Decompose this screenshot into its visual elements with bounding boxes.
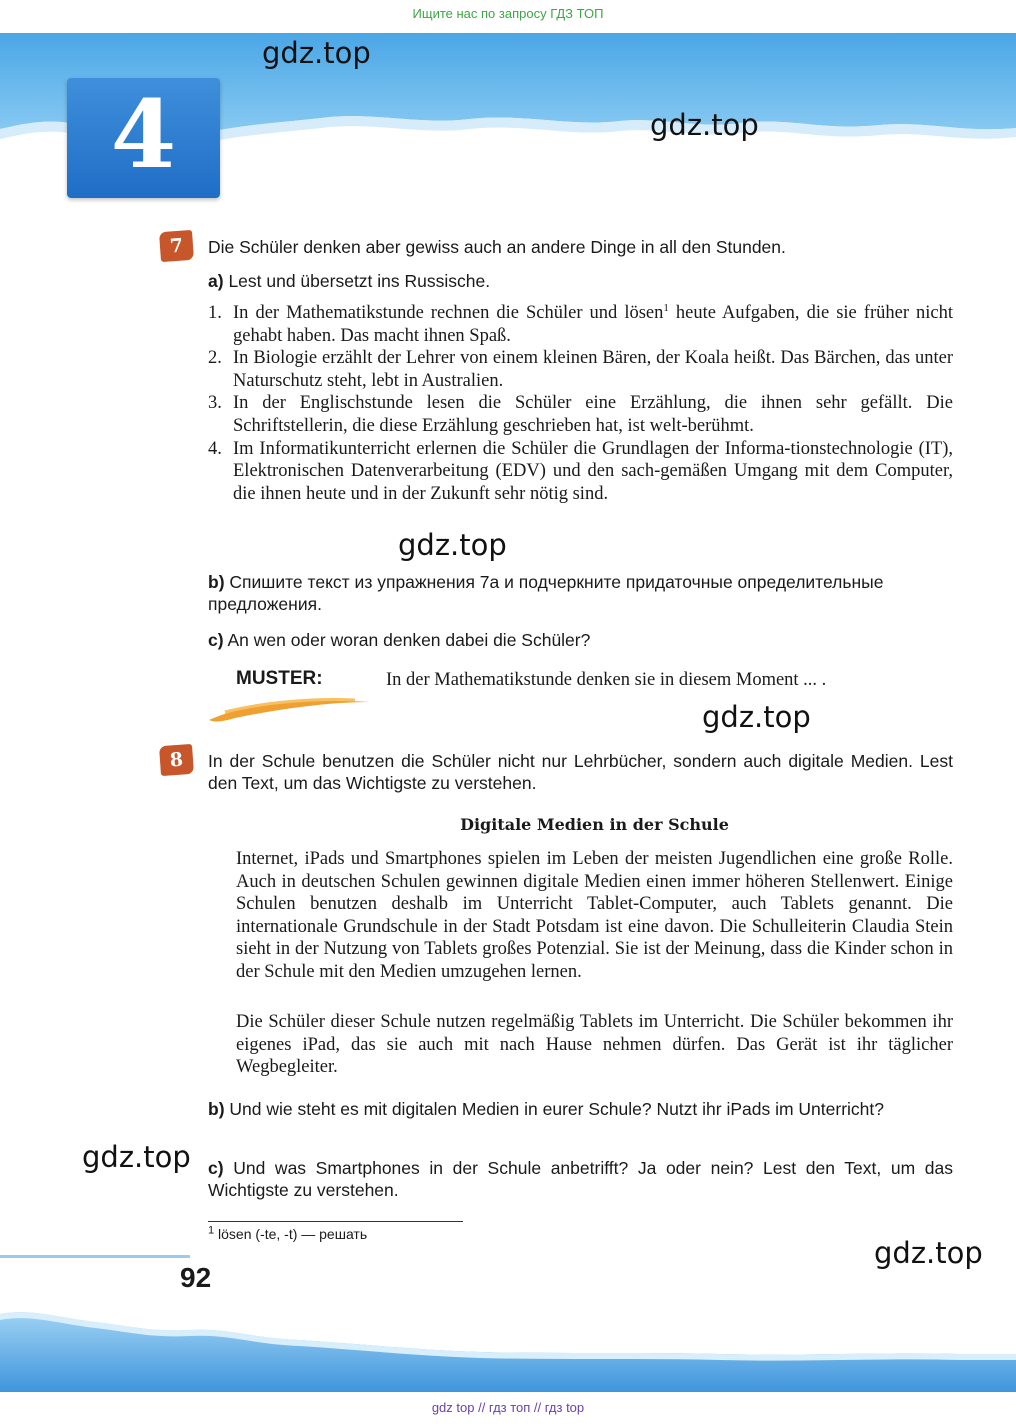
- chapter-number: 4: [110, 80, 177, 190]
- list-item: [208, 392, 953, 437]
- exercise-7-list: [208, 302, 953, 505]
- sky-banner-bottom: [0, 1300, 1016, 1392]
- exercise-8-intro: In der Schule benutzen die Schüler nicht nur Lehrbücher, sondern auch digitale Medien. Lest den Text, um das Wichtigste zu verstehen.: [208, 751, 953, 793]
- task-text: Спишите текст из упражнения 7а и подчеркните придаточные определительные предложения.: [208, 572, 884, 614]
- exercise-7a: [208, 270, 953, 292]
- exercise-7b: [208, 571, 953, 615]
- watermark: gdz.top: [398, 528, 507, 562]
- footnote-mark: 1: [208, 1224, 215, 1237]
- task-label: c): [208, 1158, 224, 1178]
- footnote: [208, 1226, 367, 1242]
- footnote-text: lösen (-te, -t) — решать: [218, 1226, 368, 1242]
- watermark: gdz.top: [702, 700, 811, 734]
- page-number: 92: [180, 1262, 212, 1293]
- task-label: a): [208, 271, 224, 291]
- item-text: In der Englischstunde lesen die Schüler eine Erzählung, die ihnen sehr gefällt. Die Schriftstellerin, die diese Erzählung geschrieben hat, ist welt-berühmt.: [233, 393, 953, 436]
- list-item: [208, 347, 953, 392]
- muster-text: In der Mathematikstunde denken sie in diesem Moment ... .: [386, 670, 827, 690]
- watermark: gdz.top: [650, 108, 759, 142]
- item-text: In Biologie erzählt der Lehrer von einem kleinen Bären, der Koala heißt. Das Bärchen, das unter Naturschutz steht, lebt in Australien.: [233, 348, 953, 391]
- muster-label: MUSTER:: [236, 668, 323, 689]
- watermark: gdz.top: [262, 36, 371, 70]
- article-paragraph: Die Schüler dieser Schule nutzen regelmäßig Tablets im Unterricht. Die Schüler bekommen ihr eigenes iPad, das sie auch mit nach Hause nehmen dürfen. Das Gerät ist ihr täglicher Wegbegleiter.: [236, 1012, 953, 1078]
- top-site-link[interactable]: Ищите нас по запросу ГДЗ ТОП: [412, 6, 604, 21]
- item-number: 4.: [208, 438, 222, 459]
- task-label: c): [208, 630, 224, 650]
- item-number: 1.: [208, 303, 222, 323]
- exercise-7-badge: 7: [159, 230, 194, 262]
- task-text: Lest und übersetzt ins Russische.: [228, 271, 491, 291]
- item-text: Im Informatikunterricht erlernen die Schüler die Grundlagen der Informa-tionstechnologie (IT), Elektronischen Datenverarbeitung (EDV) und den sach-gemäßen Umgang mit dem Computer, die ihnen heute und in der Zukunft sehr nötig sind.: [233, 438, 953, 504]
- article-paragraph: Internet, iPads und Smartphones spielen im Leben der meisten Jugendlichen eine große Rolle. Auch in deutschen Schulen gewinnen digitale Medien einen immer höheren Stellenwert. Einige Schulen benutzen deshalb im Unterricht Tablet-Computer, auch Tablets genannt. Die internationale Grundschule in der Stadt Potsdam ist eine davon. Die Schulleiterin Claudia Stein sieht in der Nutzung von Tablets großes Potenzial. Sie ist der Meinung, dass die Kinder schon in der Schule mit den Medien umzugehen lernen.: [236, 849, 953, 982]
- bottom-site-links[interactable]: gdz top // гдз топ // гдз top: [431, 1400, 585, 1415]
- article-title: Digitale Medien in der Schule: [460, 815, 729, 834]
- watermark: gdz.top: [82, 1140, 191, 1174]
- watermark: gdz.top: [874, 1236, 983, 1270]
- task-text: Und was Smartphones in der Schule anbetrifft? Ja oder nein? Lest den Text, um das Wichtigste zu verstehen.: [208, 1158, 953, 1200]
- footnote-ref: 1: [663, 301, 669, 314]
- item-number: 2.: [208, 348, 222, 369]
- exercise-7c: [208, 629, 953, 651]
- list-item: [208, 438, 953, 506]
- exercise-7-intro: Die Schüler denken aber gewiss auch an andere Dinge in all den Stunden.: [208, 237, 786, 257]
- exercise-8-badge: 8: [159, 744, 194, 776]
- task-text: Und wie steht es mit digitalen Medien in eurer Schule? Nutzt ihr iPads im Unterricht?: [229, 1099, 885, 1119]
- exercise-8c: [208, 1157, 953, 1201]
- footnote-divider: [208, 1221, 463, 1222]
- task-text: An wen oder woran denken dabei die Schüler?: [227, 630, 591, 650]
- page-number-rule: [0, 1255, 190, 1258]
- muster-brush-stroke: [205, 690, 375, 726]
- task-label: b): [208, 1099, 225, 1119]
- task-label: b): [208, 572, 225, 592]
- list-item: [208, 302, 953, 347]
- item-number: 3.: [208, 393, 222, 414]
- item-text: In der Mathematikstunde rechnen die Schüler und lösen$^1$ heute Aufgaben, die sie früher nicht gehabt haben. Das macht ihnen Spaß.: [233, 301, 954, 346]
- exercise-8b: [208, 1098, 953, 1120]
